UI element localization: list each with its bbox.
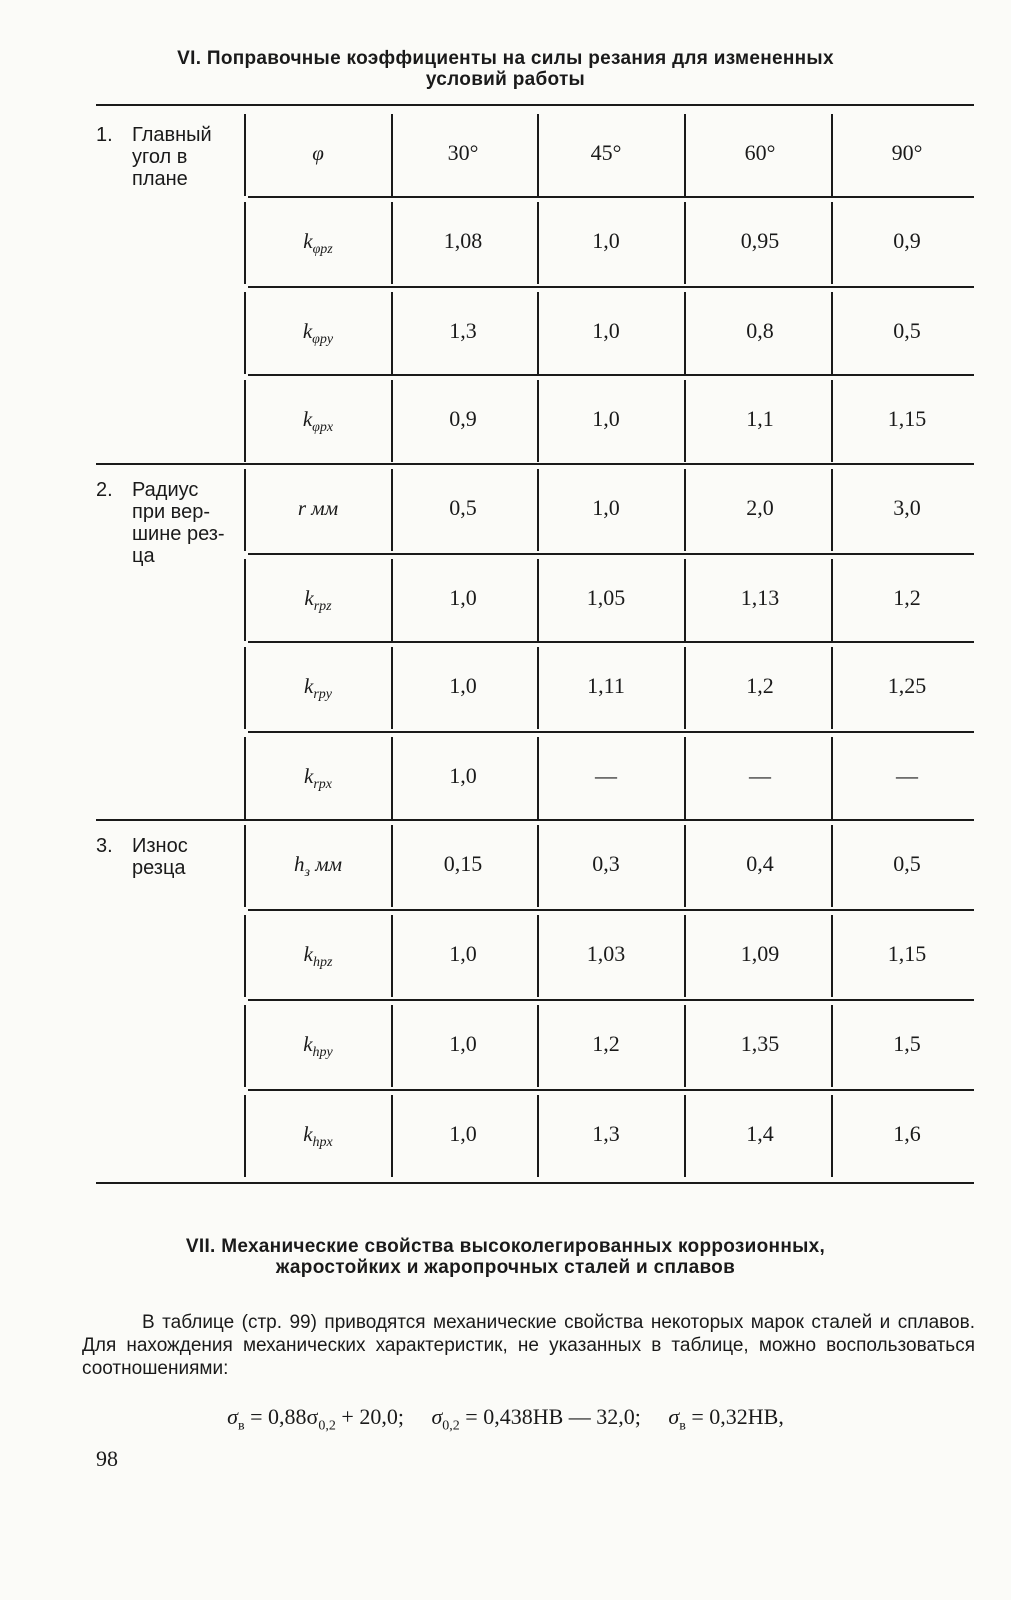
column-divider — [684, 737, 686, 819]
column-divider — [831, 915, 833, 997]
section-number: 3. — [96, 835, 113, 857]
table-cell: 1,0 — [592, 406, 620, 431]
formula-3: $\sigma_в = 0,32HB$, — [668, 1404, 784, 1434]
table-title — [0, 48, 1011, 90]
table-cell: — — [896, 763, 918, 788]
intro-paragraph — [82, 1311, 975, 1380]
intro-paragraph-text: В таблице (стр. 99) приводятся механические свойства некоторых марок сталей и сплавов. Для нахождения механических характеристик, не указанных в таблице, можно воспользоваться соотношениями: — [82, 1312, 975, 1379]
column-divider — [244, 559, 246, 641]
section-label-text: Радиус при вер- шине рез- ца — [132, 479, 225, 567]
column-divider — [244, 825, 246, 907]
table-cell: 1,0 — [592, 228, 620, 253]
row-divider — [248, 374, 974, 376]
row-symbol: $k_{\varphi px}$ — [302, 407, 334, 436]
column-divider — [684, 647, 686, 729]
table-cell: 1,11 — [587, 673, 625, 698]
table-cell: 0,95 — [740, 228, 780, 253]
table-title-line2: условий работы — [425, 69, 586, 90]
table-cell: 1,1 — [746, 406, 774, 431]
column-divider — [244, 915, 246, 997]
row-symbol: $h_з$ мм — [293, 852, 343, 881]
table-cell: 1,4 — [746, 1121, 774, 1146]
column-divider — [831, 202, 833, 284]
section-label — [96, 835, 246, 879]
row-divider — [248, 731, 974, 733]
formula-1: $\sigma_в = 0,88\sigma_{0,2} + 20,0$; — [227, 1404, 404, 1434]
row-divider — [248, 909, 974, 911]
section-title — [0, 1236, 1011, 1278]
column-divider — [244, 469, 246, 551]
table-cell: 3,0 — [893, 495, 921, 520]
column-divider — [831, 1095, 833, 1177]
table-cell: 45° — [590, 140, 622, 165]
section-label-text: Главный угол в плане — [132, 124, 212, 190]
table-cell: — — [749, 763, 771, 788]
table-cell: 1,3 — [592, 1121, 620, 1146]
row-divider — [248, 286, 974, 288]
table-cell: 0,8 — [746, 318, 774, 343]
table-cell: 0,9 — [893, 228, 921, 253]
section-number: 1. — [96, 124, 113, 146]
column-divider — [831, 559, 833, 641]
column-divider — [244, 114, 246, 196]
table-cell: 1,0 — [449, 1121, 477, 1146]
table-cell: 1,09 — [740, 941, 780, 966]
column-divider — [831, 825, 833, 907]
table-cell: — — [595, 763, 617, 788]
table-cell: 1,0 — [592, 495, 620, 520]
column-divider — [684, 559, 686, 641]
table-cell: 30° — [447, 140, 479, 165]
row-symbol: $k_{hpy}$ — [303, 1032, 333, 1061]
column-divider — [831, 647, 833, 729]
table-top-rule — [96, 104, 974, 106]
table-cell: 0,3 — [592, 851, 620, 876]
column-divider — [684, 1005, 686, 1087]
row-symbol: $k_{rpx}$ — [304, 764, 332, 793]
column-divider — [684, 915, 686, 997]
column-divider — [831, 1005, 833, 1087]
table-cell: 0,15 — [443, 851, 483, 876]
table-cell: 1,2 — [592, 1031, 620, 1056]
column-divider — [684, 469, 686, 551]
row-symbol: $k_{rpy}$ — [304, 674, 332, 703]
column-divider — [244, 737, 246, 819]
column-divider — [244, 1005, 246, 1087]
column-divider — [684, 114, 686, 196]
row-symbol: $k_{hpx}$ — [303, 1122, 333, 1151]
column-divider — [684, 292, 686, 374]
table-cell: 1,0 — [592, 318, 620, 343]
column-divider — [684, 202, 686, 284]
table-cell: 0,4 — [746, 851, 774, 876]
row-symbol: $k_{hpz}$ — [303, 942, 333, 971]
table-cell: 0,5 — [893, 318, 921, 343]
column-divider — [244, 647, 246, 729]
column-divider — [831, 114, 833, 196]
table-cell: 1,08 — [443, 228, 483, 253]
table-cell: 1,13 — [740, 585, 780, 610]
column-divider — [684, 825, 686, 907]
column-divider — [831, 292, 833, 374]
page-number: 98 — [96, 1446, 118, 1471]
column-divider — [244, 380, 246, 462]
formula-line — [0, 1404, 1011, 1434]
table-cell: 0,9 — [449, 406, 477, 431]
row-symbol: $k_{\varphi py}$ — [302, 319, 334, 348]
table-cell: 1,15 — [887, 941, 927, 966]
section-title-line1: VII. Механические свойства высоколегированных коррозионных, — [185, 1236, 826, 1257]
table-cell: 0,5 — [893, 851, 921, 876]
table-title-line1: VI. Поправочные коэффициенты на силы резания для измененных — [177, 48, 834, 69]
formula-2: $\sigma_{0,2} = 0,438HB$ — 32,0; — [431, 1404, 641, 1434]
table-cell: 1,2 — [746, 673, 774, 698]
section-label — [96, 124, 246, 190]
table-cell: 1,0 — [449, 673, 477, 698]
column-divider — [244, 202, 246, 284]
section-label-text: Износ резца — [132, 835, 188, 879]
row-symbol: $k_{rpz}$ — [304, 586, 332, 615]
column-divider — [244, 1095, 246, 1177]
row-symbol: φ — [312, 141, 324, 165]
section-divider — [96, 463, 974, 465]
column-divider — [831, 380, 833, 462]
row-symbol: $k_{\varphi pz}$ — [303, 229, 333, 258]
table-cell: 1,6 — [893, 1121, 921, 1146]
column-divider — [244, 292, 246, 374]
table-cell: 1,0 — [449, 941, 477, 966]
table-cell: 1,05 — [586, 585, 626, 610]
table-cell: 1,0 — [449, 585, 477, 610]
table-cell: 1,2 — [893, 585, 921, 610]
row-divider — [248, 553, 974, 555]
table-cell: 1,25 — [887, 673, 927, 698]
row-divider — [248, 196, 974, 198]
row-divider — [248, 999, 974, 1001]
table-cell: 1,0 — [449, 1031, 477, 1056]
row-divider — [248, 1089, 974, 1091]
section-label — [96, 479, 246, 567]
table-cell: 1,5 — [893, 1031, 921, 1056]
section-number: 2. — [96, 479, 113, 501]
table-cell: 0,5 — [449, 495, 477, 520]
row-symbol: r мм — [297, 496, 339, 520]
table-cell: 2,0 — [746, 495, 774, 520]
column-divider — [684, 1095, 686, 1177]
table-cell: 1,0 — [449, 763, 477, 788]
column-divider — [831, 469, 833, 551]
table-bottom-rule — [96, 1182, 974, 1184]
table-cell: 60° — [744, 140, 776, 165]
row-divider — [248, 641, 974, 643]
column-divider — [684, 380, 686, 462]
table-cell: 1,15 — [887, 406, 927, 431]
table-cell: 1,03 — [586, 941, 626, 966]
table-cell: 1,35 — [740, 1031, 780, 1056]
section-divider — [96, 819, 974, 821]
column-divider — [831, 737, 833, 819]
table-cell: 1,3 — [449, 318, 477, 343]
section-title-line2: жаростойких и жаропрочных сталей и сплавов — [275, 1257, 736, 1278]
table-cell: 90° — [891, 140, 923, 165]
